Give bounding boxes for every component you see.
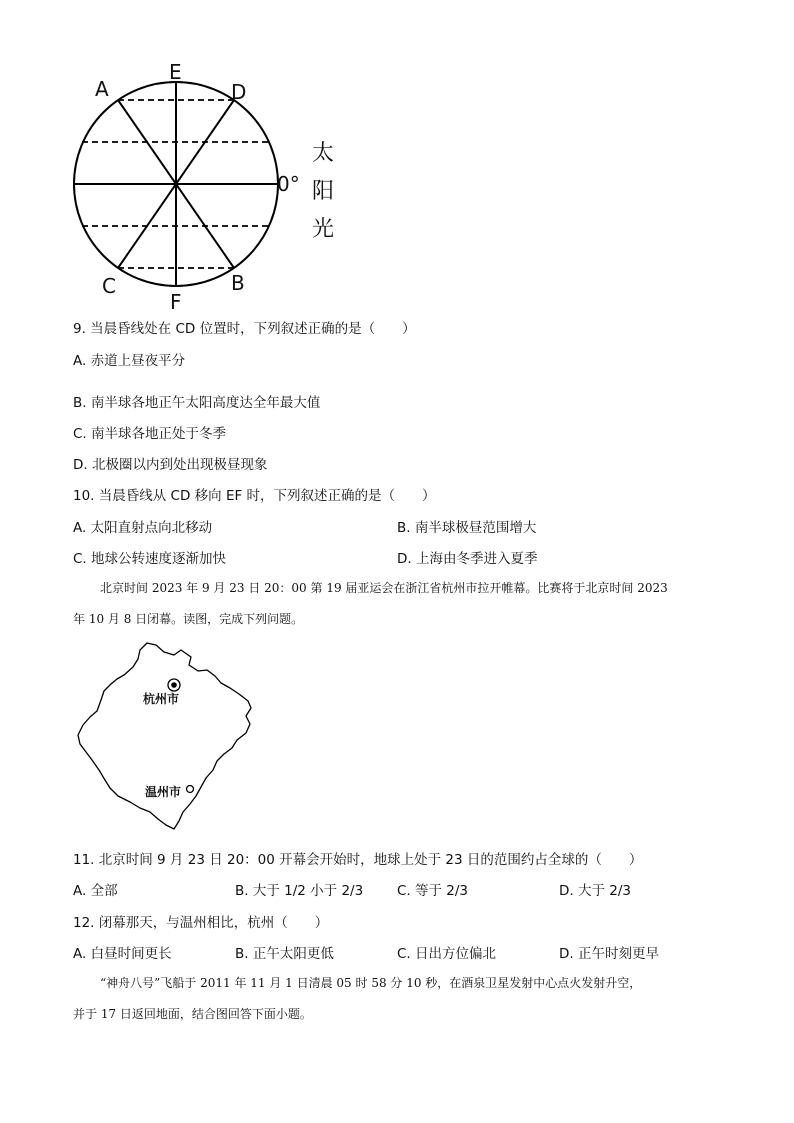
province-outline (78, 643, 251, 829)
question-11-option-d: D. 大于 2/3 (559, 883, 631, 899)
question-11-option-a: A. 全部 (73, 883, 118, 899)
hangzhou-marker-inner (171, 682, 177, 688)
sunlight-char-1: 太 (312, 141, 335, 166)
label-d: D (231, 80, 247, 104)
sunlight-char-3: 光 (312, 217, 335, 242)
question-9-stem: 9. 当晨昏线处在 CD 位置时，下列叙述正确的是（ ） (73, 321, 416, 337)
wenzhou-marker (187, 786, 194, 793)
question-10-option-b: B. 南半球极昼范围增大 (397, 520, 537, 536)
zhejiang-map (0, 0, 794, 200)
question-11-stem: 11. 北京时间 9 月 23 日 20：00 开幕会开始时，地球上处于 23 日的范围约占全球的（ ） (73, 852, 643, 868)
question-11-option-b: B. 大于 1/2 小于 2/3 (235, 883, 364, 899)
question-12-option-b: B. 正午太阳更低 (235, 946, 334, 962)
question-12-option-d: D. 正午时刻更早 (559, 946, 659, 962)
question-10-option-c: C. 地球公转速度逐渐加快 (73, 551, 227, 567)
question-9-option-c: C. 南半球各地正处于冬季 (73, 426, 227, 442)
label-a: A (95, 77, 109, 101)
label-f: F (170, 290, 182, 314)
question-9-option-b: B. 南半球各地正午太阳高度达全年最大值 (73, 395, 321, 411)
label-c: C (102, 274, 116, 298)
sunlight-char-2: 阳 (312, 179, 335, 204)
hangzhou-label: 杭州市 (143, 692, 180, 706)
passage-asian-games-line-2: 年 10 月 8 日闭幕。读图，完成下列问题。 (73, 612, 304, 626)
question-10-option-a: A. 太阳直射点向北移动 (73, 520, 213, 536)
wenzhou-label: 温州市 (145, 785, 182, 799)
question-12-option-c: C. 日出方位偏北 (397, 946, 497, 962)
label-zero-degree: 0° (277, 172, 300, 196)
passage-asian-games-line-1: 北京时间 2023 年 9 月 23 日 20：00 第 19 届亚运会在浙江省杭州市拉开帷幕。比赛将于北京时间 2023 (100, 581, 668, 595)
question-9-option-d: D. 北极圈以内到处出现极昼现象 (73, 457, 268, 473)
passage-shenzhou-line-1: “神舟八号”飞船于 2011 年 11 月 1 日清晨 05 时 58 分 10 秒，在酒泉卫星发射中心点火发射升空， (100, 976, 642, 990)
question-12-stem: 12. 闭幕那天，与温州相比，杭州（ ） (73, 915, 329, 931)
question-11-option-c: C. 等于 2/3 (397, 883, 469, 899)
question-9-option-a: A. 赤道上昼夜平分 (73, 353, 186, 369)
label-b: B (231, 271, 245, 295)
question-10-option-d: D. 上海由冬季进入夏季 (397, 551, 538, 567)
label-e: E (169, 60, 182, 84)
question-10-stem: 10. 当晨昏线从 CD 移向 EF 时，下列叙述正确的是（ ） (73, 488, 436, 504)
question-12-option-a: A. 白昼时间更长 (73, 946, 172, 962)
passage-shenzhou-line-2: 并于 17 日返回地面，结合图回答下面小题。 (73, 1007, 312, 1021)
